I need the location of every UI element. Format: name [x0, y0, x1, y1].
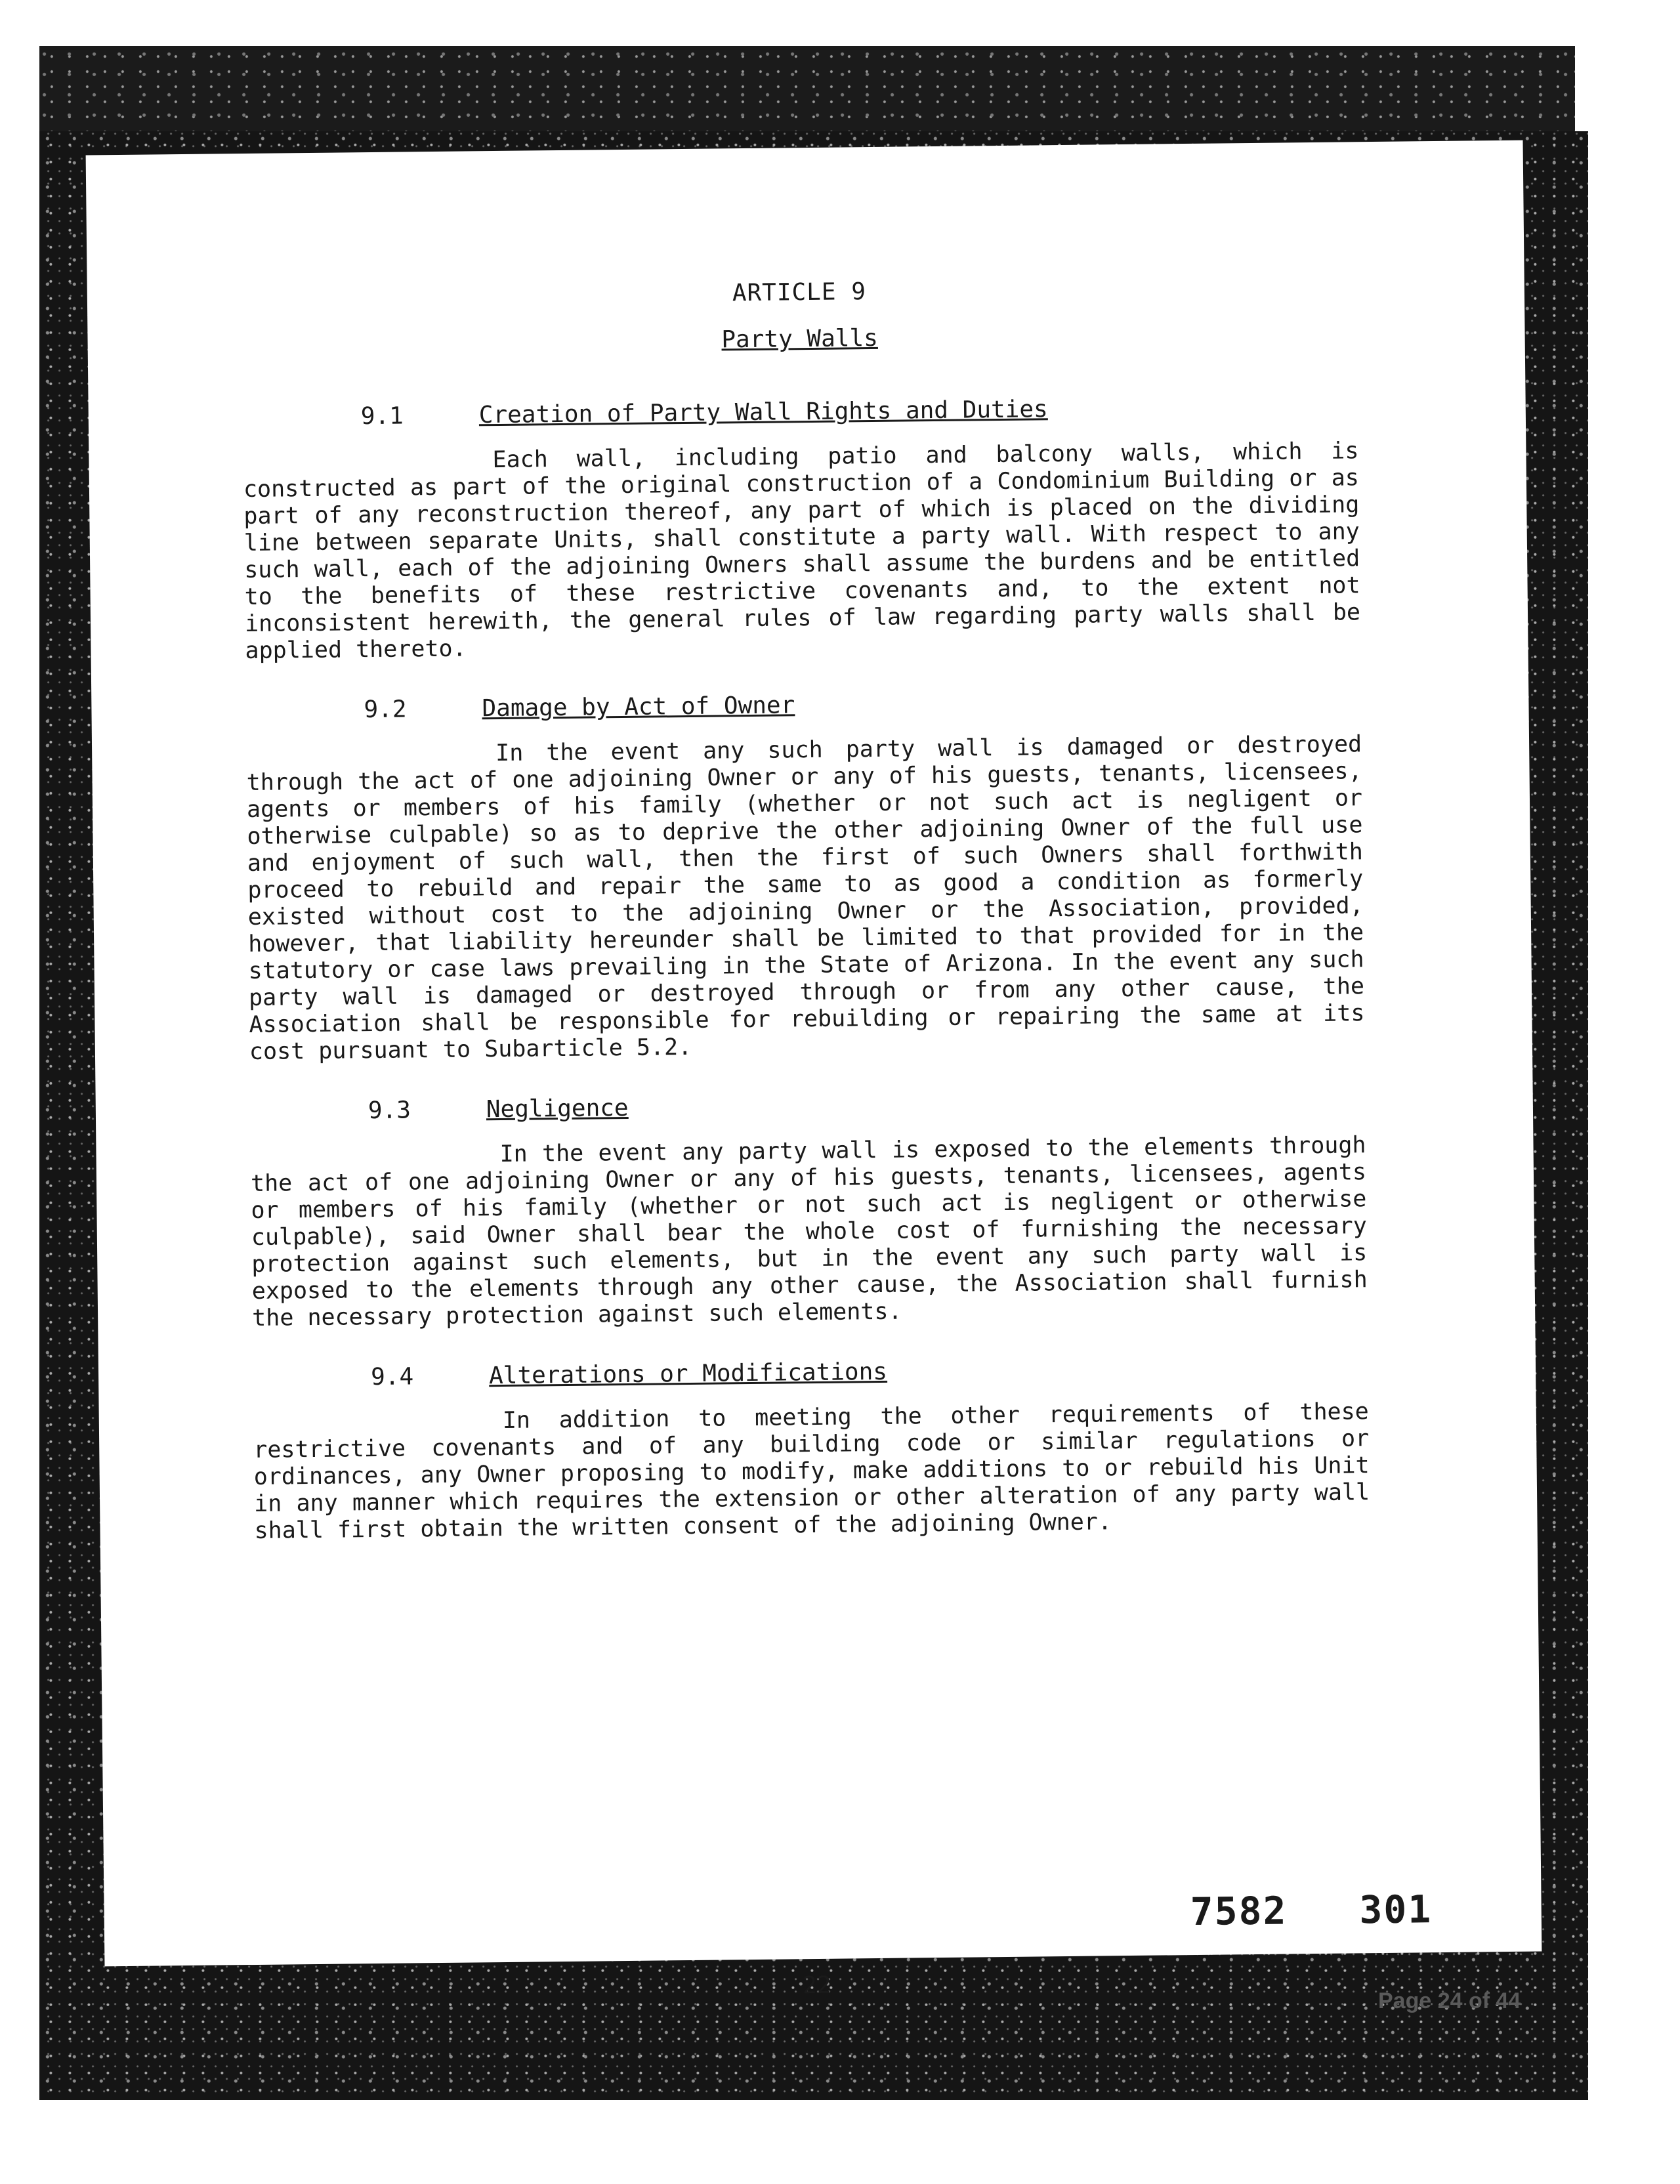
stamp-page-number: 301	[1359, 1887, 1433, 1933]
article-subtitle: Party Walls	[721, 324, 879, 354]
page-number: 22	[802, 1971, 831, 2000]
section-heading	[245, 686, 1361, 724]
section-number: 9.3	[368, 1097, 411, 1125]
section-body: In addition to meeting the other requirements of these restrictive covenants and of any building code or similar regulations or ordinances, any Owner proposing to modify, make additions to or rebuild his Unit in any manner which requires the extension or other alteration of any party wall shall first obtain the written consent of the adjoining Owner.	[253, 1398, 1370, 1544]
page-counter: Page 24 of 44	[1378, 1988, 1521, 2013]
scan-border	[39, 131, 1588, 2100]
scan-border-top	[39, 46, 1575, 131]
section-9-1	[243, 392, 1361, 665]
document-content	[242, 273, 1433, 2000]
stamp-book-number: 7582	[1190, 1888, 1288, 1935]
section-heading	[243, 392, 1358, 431]
section-title: Creation of Party Wall Rights and Duties	[478, 396, 1048, 429]
section-body: In the event any party wall is exposed to the elements through the act of one adjoining Owner or any of his guests, tenants, licensees, agents or members of his family (whether or not such act is negligent or otherwise culpable), said Owner shall bear the whole cost of furnishing the necessary protection against such elements, but in the event any such party wall is exposed to the elements through any other cause, the Association shall furnish the necessary protection against such elements.	[250, 1132, 1368, 1332]
section-title: Damage by Act of Owner	[482, 692, 795, 723]
section-title: Alterations or Modifications	[488, 1358, 888, 1390]
section-9-4	[253, 1353, 1370, 1545]
section-number: 9.2	[364, 696, 407, 724]
document-page	[86, 140, 1542, 2000]
section-title: Negligence	[486, 1094, 629, 1124]
recording-stamp	[1190, 1887, 1432, 1934]
section-body: Each wall, including patio and balcony walls, which is constructed as part of the original construction of a Condominium Building or as part of any reconstruction thereof, any part of which is placed on the dividing line between separate Units, shall constitute a party wall. With respect to any such wall, each of the adjoining Owners shall assume the burdens and be entitled to the benefits of these restrictive covenants and, to the extent not inconsistent herewith, the general rules of law regarding party walls shall be applied thereto.	[243, 438, 1361, 665]
section-9-2	[245, 686, 1365, 1066]
section-heading	[253, 1353, 1368, 1392]
section-number: 9.4	[370, 1363, 414, 1391]
section-number: 9.1	[360, 402, 404, 430]
section-9-3	[250, 1087, 1368, 1332]
section-body: In the event any such party wall is damaged or destroyed through the act of one adjoining Owner or any of his guests, tenants, licensees, agents or members of his family (whether or not such act is negligent or otherwise culpable) so as to deprive the other adjoining Owner of the full use and enjoyment of such wall, then the first of such Owners shall forthwith proceed to rebuild and repair the same to as good a condition as formerly existed without cost to the adjoining Owner or the Association, provided, however, that liability hereunder shall be limited to that provided for in the statutory or case laws prevailing in the State of Arizona. In the event any such party wall is damaged or destroyed through or from any other cause, the Association shall be responsible for rebuilding or repairing the same at its cost pursuant to Subarticle 5.2.	[246, 731, 1365, 1066]
section-heading	[250, 1087, 1366, 1125]
article-title: ARTICLE 9	[732, 278, 867, 307]
